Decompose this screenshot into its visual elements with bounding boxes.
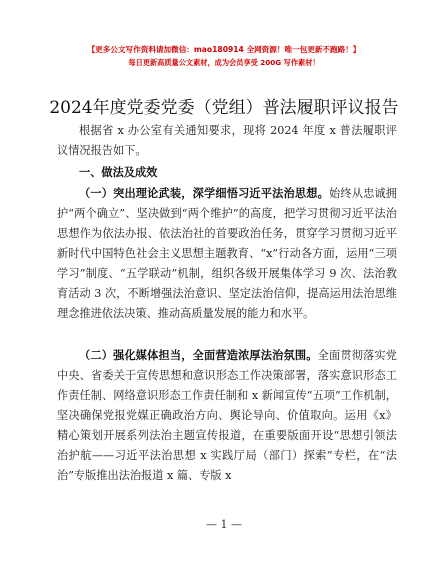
paragraph-1-subheading: （一）突出理论武装，深学细悟习近平法治思想。 — [79, 186, 329, 200]
paragraph-2 — [57, 345, 397, 486]
promo-banner-line-2: 每日更新高质量公文素材，成为会员享受 200G 写作素材！ — [128, 58, 320, 67]
page-number: — 1 — — [206, 518, 242, 531]
paragraph-1 — [57, 183, 397, 324]
section-heading-1: 一、做法及成效 — [79, 166, 158, 179]
promo-banner-line-1: 【更多公文写作资料请加微信：mao180914 全网资源！唯一包更新不跑路！】 — [87, 45, 361, 54]
paragraph-2-subheading: （二）强化媒体担当，全面营造浓厚法治氛围。 — [79, 348, 318, 362]
paragraph-2-body: 全面贯彻落实党中央、省委关于宣传思想和意识形态工作决策部署，落实意识形态工作责任制、网络意识形态工作责任制和 x 新闻宣传“五项”工作机制，坚决确保党报党媒正确政治方向、舆论导向、价值取向。运用《x》精心策划开展系列法治主题宣传报道，在重要版面开设“思想引领法治护航——习近平法治思想 x 实践厅局（部门）探索”专栏，在“法治”专版推出法治报道 x 篇、专版 x — [57, 349, 397, 482]
paragraph-1-body: 始终从忠诚拥护“两个确立”、坚决做到“两个维护”的高度，把学习贯彻习近平法治思想作为依法办报、依法治社的首要政治任务，贯穿学习贯彻习近平新时代中国特色社会主义思想主题教育、“x”行动各方面，运用“三项学习”制度、“五学联动”机制，组织各级开展集体学习 9 次、法治教育活动 3 次，不断增强法治意识、坚定法治信仰，提高运用法治思维理念推进依法决策、推动高质量发展的能力和水平。 — [57, 187, 397, 320]
document-title: 2024年度党委党委（党组）普法履职评议报告 — [49, 98, 399, 118]
intro-paragraph: 根据省 x 办公室有关通知要求，现将 2024 年度 x 普法履职评议情况报告如下。 — [57, 124, 397, 157]
